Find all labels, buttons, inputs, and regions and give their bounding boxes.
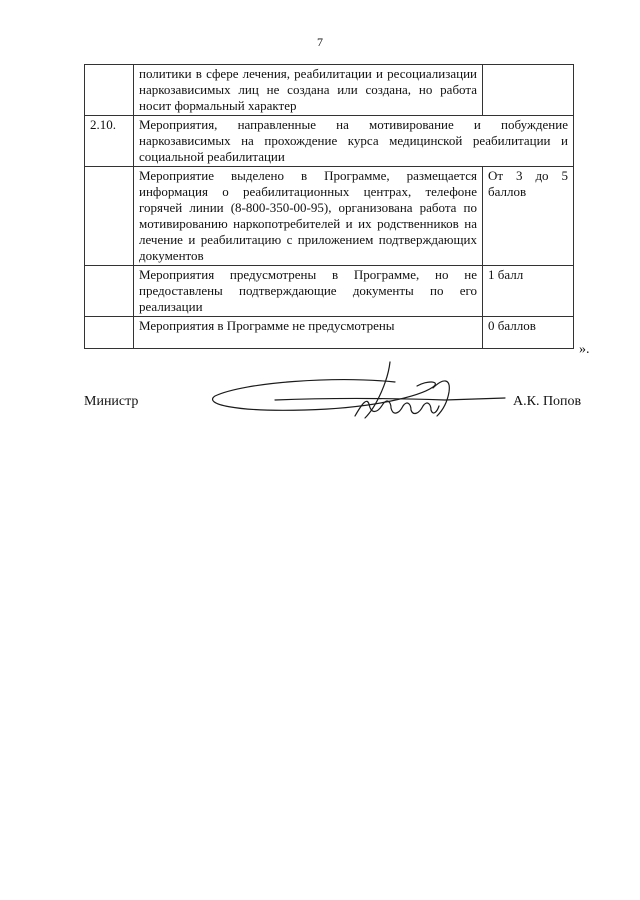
- closing-quote-mark: ».: [579, 342, 590, 357]
- section-title: Мероприятия, направленные на мотивирование и побуждение наркозависимых на прохождение курса медицинской реабилитации и социальной реабилитации: [134, 116, 574, 167]
- row-number-cell: [85, 266, 134, 317]
- table-row: [85, 266, 574, 317]
- table-row: [85, 317, 574, 349]
- handwritten-signature: [205, 360, 510, 430]
- score-cell: От 3 до 5 баллов: [483, 167, 574, 266]
- row-number-cell: [85, 65, 134, 116]
- score-cell: 0 баллов: [483, 317, 574, 349]
- table-row: [85, 167, 574, 266]
- score-cell: 1 балл: [483, 266, 574, 317]
- row-number-cell: [85, 317, 134, 349]
- criterion-cell: Мероприятия в Программе не предусмотрены: [134, 317, 483, 349]
- section-number: 2.10.: [85, 116, 134, 167]
- score-cell: [483, 65, 574, 116]
- criterion-cell: Мероприятие выделено в Программе, размещается информация о реабилитационных центрах, телефоне горячей линии (8-800-350-00-95), организована работа по мотивированию наркопотребителей и их родственников на лечение и реабилитацию с приложением подтверждающих документов: [134, 167, 483, 266]
- table-row: [85, 65, 574, 116]
- section-header-row: [85, 116, 574, 167]
- criteria-table: [84, 64, 574, 349]
- page-number: 7: [317, 35, 323, 49]
- criterion-cell: политики в сфере лечения, реабилитации и ресоциализации наркозависимых лиц не создана или создана, но работа носит формальный характер: [134, 65, 483, 116]
- row-number-cell: [85, 167, 134, 266]
- criterion-cell: Мероприятия предусмотрены в Программе, но не предоставлены подтверждающие документы по его реализации: [134, 266, 483, 317]
- signatory-position: Министр: [84, 394, 139, 409]
- signatory-name: А.К. Попов: [513, 394, 582, 409]
